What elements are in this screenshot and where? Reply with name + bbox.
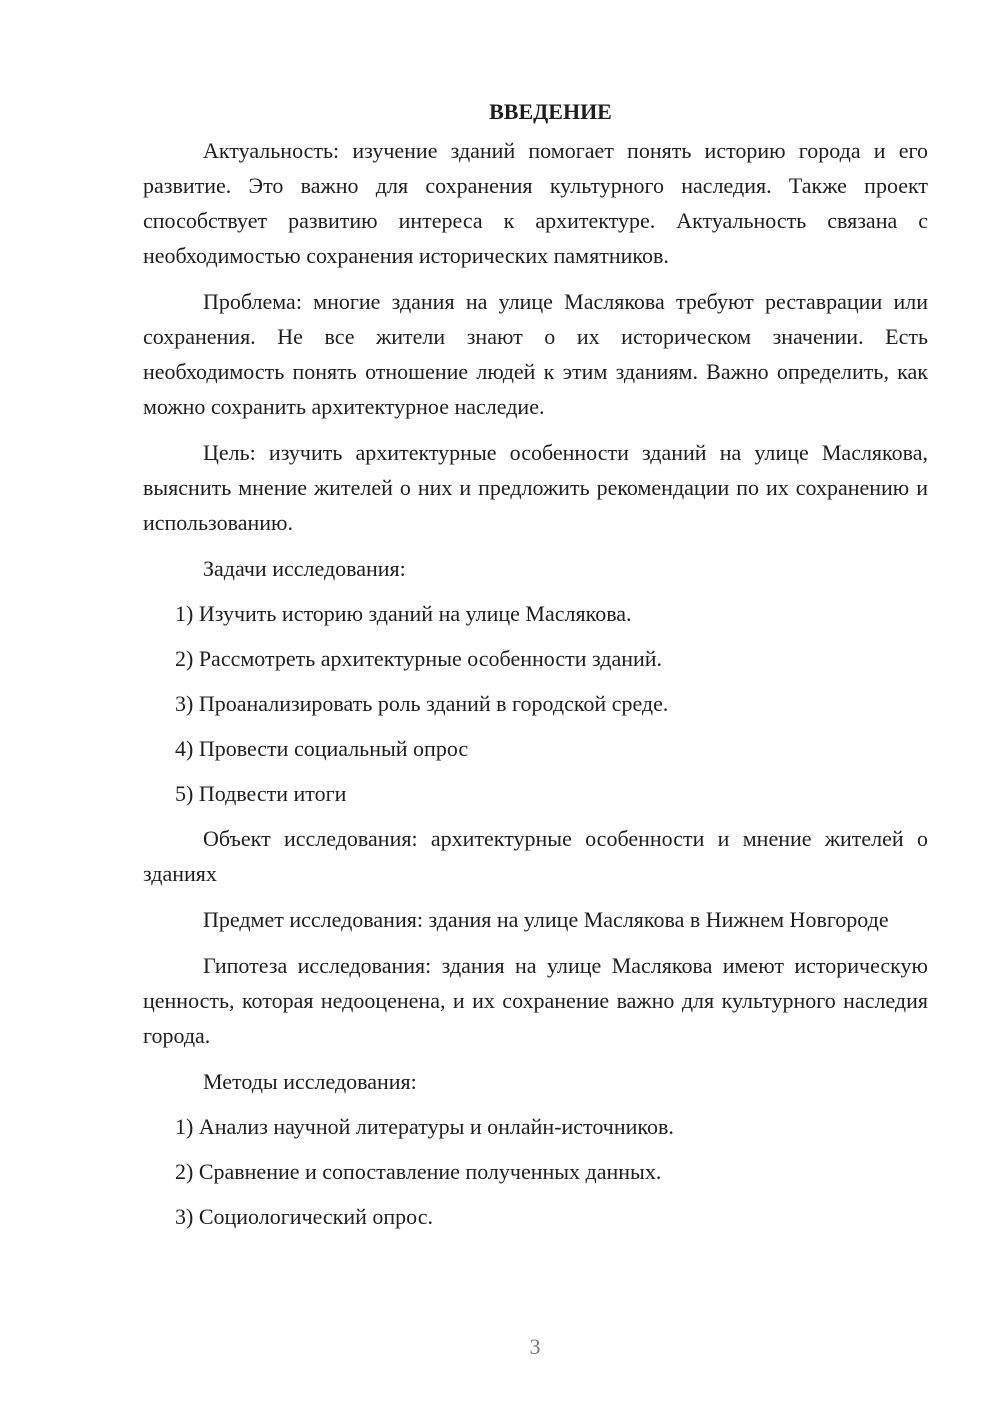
paragraph-subject: Предмет исследования: здания на улице Маслякова в Нижнем Новгороде [203,907,889,932]
paragraph-object: Объект исследования: архитектурные особенности и мнение жителей о зданиях [143,826,928,886]
page-content [143,94,928,1244]
tasks-heading: Задачи исследования: [203,556,406,581]
page-number: 3 [529,1334,541,1359]
method-item: 3) Социологический опрос. [175,1204,433,1229]
task-item: 1) Изучить историю зданий на улице Маслякова. [175,601,632,626]
paragraph-hypothesis: Гипотеза исследования: здания на улице Маслякова имеют историческую ценность, которая недооценена, и их сохранение важно для культурного наследия города. [143,953,928,1048]
task-item: 3) Проанализировать роль зданий в городской среде. [175,691,669,716]
paragraph-relevance: Актуальность: изучение зданий помогает понять историю города и его развитие. Это важно для сохранения культурного наследия. Также проект способствует развитию интереса к архитектуре. Актуальность связана с необходимостью сохранения исторических памятников. [143,138,928,268]
task-item: 5) Подвести итоги [175,781,347,806]
task-item: 2) Рассмотреть архитектурные особенности зданий. [175,646,663,671]
paragraph-goal: Цель: изучить архитектурные особенности зданий на улице Маслякова, выяснить мнение жителей о них и предложить рекомендации по их сохранению и использованию. [143,440,928,535]
paragraph-problem: Проблема: многие здания на улице Маслякова требуют реставрации или сохранения. Не все жители знают о их историческом значении. Есть необходимость понять отношение людей к этим зданиям. Важно определить, как можно сохранить архитектурное наследие. [143,289,928,419]
section-title: ВВЕДЕНИЕ [489,99,612,124]
task-item: 4) Провести социальный опрос [175,736,469,761]
methods-heading: Методы исследования: [203,1069,417,1094]
method-item: 1) Анализ научной литературы и онлайн-источников. [175,1114,674,1139]
method-item: 2) Сравнение и сопоставление полученных данных. [175,1159,662,1184]
